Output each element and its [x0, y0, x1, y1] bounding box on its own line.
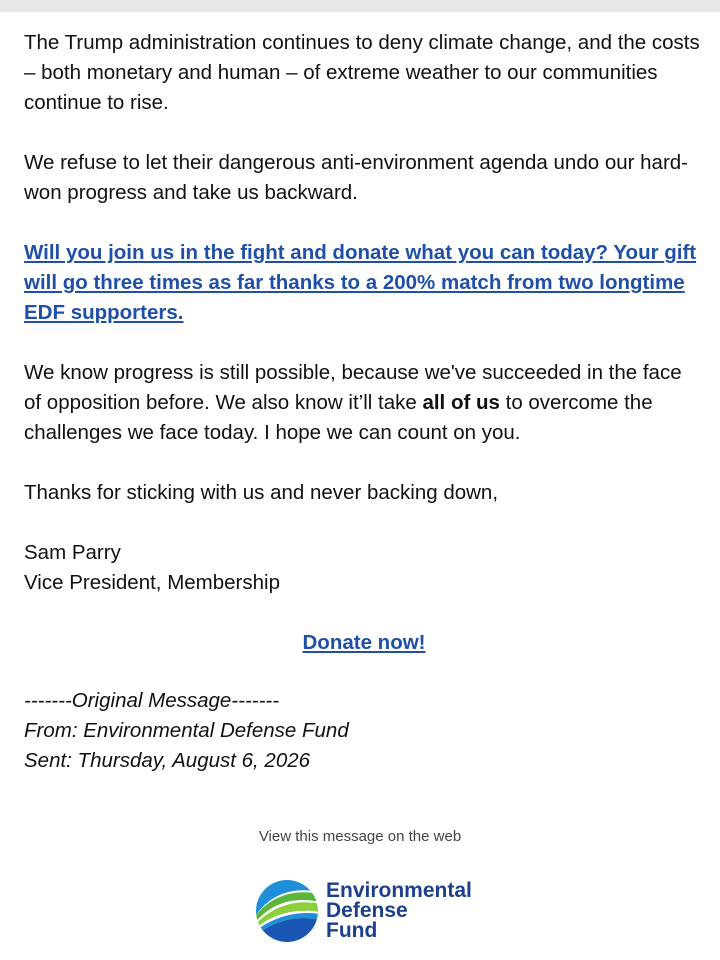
email-body	[24, 28, 704, 776]
paragraph-4	[24, 358, 704, 448]
edf-logo-text	[326, 881, 472, 941]
logo-line-2: Defense	[326, 899, 408, 922]
edf-logo	[254, 876, 472, 946]
donate-now-link[interactable]: Donate now!	[302, 631, 426, 654]
top-bar	[0, 0, 720, 12]
donate-appeal-link[interactable]: Will you join us in the fight and donate what you can today? Your gift will go three times as far thanks to a 200% match from two longtime EDF supporters.	[24, 241, 697, 324]
view-on-web-link[interactable]: View this message on the web	[258, 828, 462, 845]
signature	[24, 538, 704, 598]
signer-name: Sam Parry	[24, 541, 121, 564]
paragraph-2: We refuse to let their dangerous anti-environment agenda undo our hard-won progress and take us backward.	[24, 151, 689, 204]
donate-appeal-paragraph	[24, 238, 704, 328]
logo-line-1: Environmental	[326, 879, 472, 902]
logo-line-3: Fund	[326, 919, 378, 942]
original-message-block	[24, 686, 704, 776]
paragraph-4-text-start: We know progress is still possible, because we've succeeded in the face of opposition before. We also know it’ll take	[24, 361, 682, 414]
paragraph-1: The Trump administration continues to deny climate change, and the costs – both monetary and human – of extreme weather to our communities continue to rise.	[24, 31, 700, 114]
closing-line: Thanks for sticking with us and never backing down,	[24, 481, 499, 504]
donate-now-container	[24, 628, 704, 658]
edf-logo-icon	[254, 878, 320, 944]
original-message-from: From: Environmental Defense Fund	[24, 719, 349, 742]
paragraph-4-bold: all of us	[422, 391, 500, 414]
paragraph-4-text-end: to overcome the challenges we face today. I hope we can count on you.	[24, 391, 653, 444]
signer-title: Vice President, Membership	[24, 571, 280, 594]
original-message-header: -------Original Message-------	[24, 689, 280, 712]
original-message-sent: Sent: Thursday, August 6, 2026	[24, 749, 311, 772]
